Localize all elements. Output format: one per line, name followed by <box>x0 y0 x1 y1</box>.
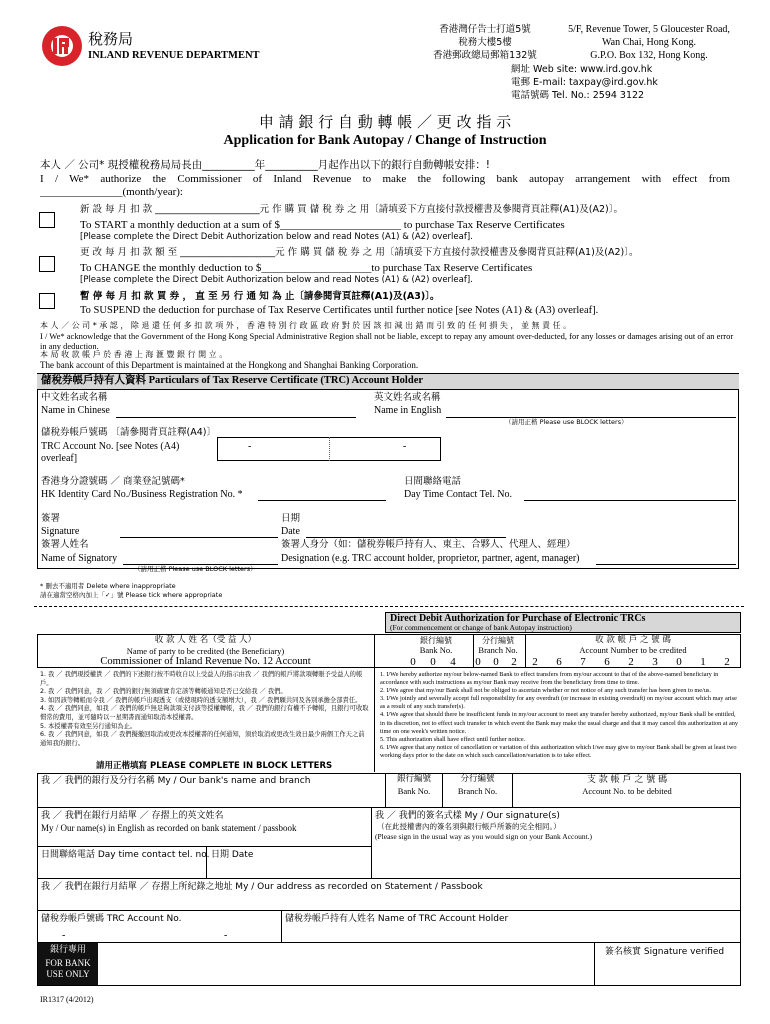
sigs-note-en: (Please sign in the usual way as you would sign on your Bank Account.) <box>375 832 593 841</box>
trc-label-en: TRC Account No. [see Notes (A4) overleaf] <box>41 441 180 464</box>
address-en: 5/F, Revenue Tower, 5 Gloucester Road, Wan Chai, Hong Kong. G.P.O. Box 132, Hong Kong. <box>568 24 730 61</box>
title-cn: 申 請 銀 行 自 動 轉 帳 ／ 更 改 指 示 <box>258 113 512 131</box>
acct-en: Account Number to be credited <box>579 645 687 655</box>
name-block-note: （請用正楷 Please use BLOCK letters） <box>505 418 628 426</box>
start-cn: 新 設 每 月 扣 款 ______________________元 作 購 買 儲 稅 券 之 用〔請填妥下方直接付款授權書及參閱背頁註釋(A1)及(A2)〕。 <box>80 204 623 215</box>
acct-digit: 2 <box>628 656 634 668</box>
ird-logo <box>40 24 84 68</box>
bank-digit: 4 <box>450 656 456 668</box>
debit-bank-cn: 銀行編號 <box>396 774 431 784</box>
beneficiary-label-cn: 收 款 人 姓 名（受 益 人） <box>154 635 257 645</box>
debit-branch-en: Branch No. <box>457 786 498 796</box>
start-note: [Please complete the Direct Debit Authorization below and read Notes (A1) & (A2) overleaf]. <box>80 232 473 242</box>
signature-verified: 簽名核實 Signature verified <box>605 947 725 957</box>
acct-digit: 2 <box>532 656 538 668</box>
term-en: 2. I/We agree that my/our Bank shall not be obliged to ascertain whether or not notice of any such transfer has been given to me/us. <box>380 687 712 695</box>
term-cn: 6. 我 ／ 我們同意，如我 ／ 我們擬撤回取消或更改本授權書的任何通知，須於取消或更改生效日最少兩個工作天之前通知我的銀行。 <box>40 731 365 747</box>
website[interactable]: 網址 Web site: www.ird.gov.hk <box>511 64 653 75</box>
branch-digit: 0 <box>493 656 499 668</box>
change-cn: 更 改 每 月 扣 款 額 至 ____________________元 作 購 買 儲 稅 券 之 用〔請填妥下方直接付款授權書及參閱背頁註釋(A1)及(A2)〕。 <box>80 247 639 258</box>
acct-digits <box>528 656 740 668</box>
title-en: Application for Bank Autopay / Change of Instruction <box>223 133 547 148</box>
branch-no-cn: 分行編號 <box>482 636 514 645</box>
date-label: 日期 Date <box>211 850 254 860</box>
branch-digit: 2 <box>511 656 517 668</box>
name-en-label: 英文姓名或名稱 <box>374 392 441 403</box>
term-en: 6. I/We agree that any notice of cancellation or variation of this authorization which I/we may give to my/our Bank shall be given at least two working days prior to the date on which such cancellation/variation is to take effect. <box>380 743 737 759</box>
form-code: IR1317 (4/2012) <box>40 995 94 1004</box>
suspend-en: To SUSPEND the deduction for purchase of Tax Reserve Certificates until further notice [see Notes (A1) & (A3) overleaf]. <box>80 305 599 316</box>
bank-use-en-2: USE ONLY <box>46 969 90 979</box>
address-cn: 香港灣仔告士打道5號 稅務大樓5樓 香港郵政總局郵箱132號 <box>433 24 537 61</box>
acct-digit: 6 <box>556 656 562 668</box>
signatory-block-note: （請用正楷 Please use BLOCK letters） <box>134 565 257 573</box>
acct-digit: 7 <box>580 656 586 668</box>
change-en: To CHANGE the monthly deduction to $____________________to purchase Tax Reserve Certificates <box>80 262 533 274</box>
tel-label-en: Day Time Contact Tel. No. <box>404 489 513 500</box>
branch-digits <box>471 656 525 668</box>
term-en: 5. This authorization shall have effect until further notice. <box>380 735 526 743</box>
name-cn-label-en: Name in Chinese <box>41 405 110 416</box>
tel-label-cn: 日間聯絡電話 <box>404 476 462 487</box>
date-cn: 日期 <box>281 513 301 524</box>
ack-en-2: The bank account of this Department is maintained at the Hongkong and Shanghai Banking Corporation. <box>40 360 419 370</box>
debit-acct-en: Account No. to be debited <box>582 786 672 796</box>
trc-dash-a: - <box>62 930 66 941</box>
tel-field[interactable] <box>524 500 736 501</box>
trc-dash-2: - <box>403 441 407 452</box>
block-letters-note: 請用正楷填寫 PLEASE COMPLETE IN BLOCK LETTERS <box>96 761 333 771</box>
hkid-label-en: HK Identity Card No./Business Registration No. * <box>41 489 243 500</box>
names-en: My / Our name(s) in English as recorded on bank statement / passbook <box>41 823 297 833</box>
trc-label-cn: 儲稅券帳戶號碼 〔請參閱背頁註釋(A4)〕 <box>41 427 216 438</box>
term-cn: 1. 我 ／ 我們現授權貴 ／ 我們的下述銀行按不時收自以上受益人的指示由我 ／ 我們的帳戶將款項轉賬予受益人的帳戶。 <box>40 671 363 687</box>
bank-no-cn: 銀行編號 <box>420 636 452 645</box>
acct-digit: 6 <box>604 656 610 668</box>
bank-use-en-1: FOR BANK <box>45 958 91 968</box>
trc-holder-label: 儲稅券帳戶持有人姓名 Name of TRC Account Holder <box>285 914 509 924</box>
name-cn-label: 中文姓名或名稱 <box>41 392 108 403</box>
trc-no-label: 儲稅券帳戶號碼 TRC Account No. <box>41 914 182 924</box>
term-cn: 4. 我 ／ 我們同意，如我 ／ 我們的帳戶無足夠款項支付該等授權轉帳，我 ／ 我們的銀行有權不予轉帳，且銀行可收取慣常的費用，並可隨時以一星期書面通知取消本授權書。 <box>40 705 369 721</box>
designation-en: Designation (e.g. TRC account holder, proprietor, partner, agent, manager) <box>281 553 580 564</box>
acct-digit: 0 <box>676 656 682 668</box>
start-checkbox[interactable] <box>39 212 55 228</box>
designation-field[interactable] <box>596 564 736 565</box>
debit-branch-cn: 分行編號 <box>460 774 495 784</box>
suspend-checkbox[interactable] <box>39 293 55 309</box>
change-checkbox[interactable] <box>39 256 55 272</box>
intro-en: I / We* authorize the Commissioner of Inland Revenue to make the following bank autopay arrangement with effect from <box>40 173 730 185</box>
intro-en-2: _______________(month/year): <box>40 186 183 198</box>
daytel-label: 日間聯絡電話 Day time contact tel. no. <box>41 850 210 860</box>
start-en: To START a monthly deduction at a sum of $______________________ to purchase Tax Reserve Certificates <box>80 219 565 231</box>
beneficiary-label-en: Name of party to be credited (the Beneficiary) <box>126 646 285 656</box>
date-en: Date <box>281 526 300 537</box>
signatory-cn: 簽署人姓名 <box>41 539 89 550</box>
footnote-delete: * 刪去不適用者 Delete where inappropriate <box>40 582 176 590</box>
trc-cell-sep <box>329 437 330 461</box>
ack-cn: 本 人 ／ 公 司 * 承 認 ， 除 退 還 任 何 多 扣 款 項 外 ， 香 港 特 別 行 政 區 政 府 對 於 因 該 扣 減 出 錯 而 引 致 的 任 何 損 失 ， 並 無 責 任 。 <box>40 321 572 330</box>
names-cn: 我 ／ 我們在銀行月結單 ／ 存摺上的英文姓名 <box>41 811 224 821</box>
acct-digit: 2 <box>724 656 730 668</box>
ack-en: I / We* acknowledge that the Government of the Hong Kong Special Administrative Region shall not be liable, except to repay any amount over-deducted, for any losses or damages arising out of an error in any deduction. <box>40 331 734 351</box>
ack-cn-2: 本 局 收 款 帳 戶 於 香 港 上 海 滙 豐 銀 行 開 立 。 <box>40 350 228 359</box>
trc-dash-1: - <box>248 441 252 452</box>
signature-field[interactable] <box>120 537 278 538</box>
dda-title: Direct Debit Authorization for Purchase of Electronic TRCs <box>390 613 646 624</box>
term-cn: 2. 我 ／ 我們同意，我 ／ 我們的銀行無須確實肯定該等轉帳通知是否已交給我 ／ 我們。 <box>40 688 287 696</box>
suspend-cn: 暫 停 每 月 扣 款 買 券 ， 直 至 另 行 通 知 為 止〔請參閱背頁註釋(A1)及(A3)〕。 <box>80 291 440 302</box>
telephone: 電話號碼 Tel. No.: 2594 3122 <box>511 90 645 101</box>
branch-digit: 0 <box>475 656 481 668</box>
bank-no-en: Bank No. <box>419 645 453 655</box>
dda-subtitle: (For commencement or change of bank Autopay instruction) <box>390 623 572 632</box>
date-field[interactable] <box>306 537 506 538</box>
term-en: 3. I/We jointly and severally accept full responsibility for any overdraft (or increase in existing overdraft) on my/our account which may arise as a result of any such transfer(s). <box>380 695 737 711</box>
term-en: 1. I/We hereby authorize my/our below-named Bank to effect transfers from my/our account to that of the above-named beneficiary in accordance with such instructions as my/our Bank may receive from the beneficiary from time to time. <box>380 671 719 687</box>
contact-info <box>511 63 658 102</box>
acct-digit: 1 <box>700 656 706 668</box>
dept-name-en: INLAND REVENUE DEPARTMENT <box>88 50 260 61</box>
branch-no-en: Branch No. <box>478 645 518 655</box>
debit-bank-en: Bank No. <box>397 786 431 796</box>
hkid-label-cn: 香港身分證號碼 ／ 商業登記號碼* <box>41 476 185 487</box>
perforation-line <box>34 606 744 607</box>
footnote-tick: 請在適當空格內加上「✓」號 Please tick where appropriate <box>40 591 223 599</box>
bank-digit: 0 <box>430 656 436 668</box>
term-cn: 3. 如因該等轉帳而令我 ／ 我們的帳戶出現透支（或使現時的透支額增大），我 ／ 我們願共同及各別承擔全部責任。 <box>40 696 362 704</box>
sigs-label: 我 ／ 我們的簽名式樣 My / Our signature(s) <box>375 811 560 821</box>
terms-en <box>380 671 740 760</box>
acct-cn: 收 款 帳 戶 之 號 碼 <box>595 635 671 645</box>
terms-cn <box>40 671 370 748</box>
email[interactable]: 電郵 E-mail: taxpay@ird.gov.hk <box>511 77 658 88</box>
ird-logo-icon <box>40 24 84 68</box>
particulars-header: 儲稅券帳戶持有人資料 Particulars of Tax Reserve Certificate (TRC) Account Holder <box>41 375 424 386</box>
address-label: 我 ／ 我們在銀行月結單 ／ 存摺上所紀錄之地址 My / Our address as recorded on Statement / Passbook <box>41 882 483 892</box>
dept-name-cn: 稅務局 <box>88 30 134 48</box>
sig-en: Signature <box>41 526 80 537</box>
bank-use-cn: 銀行專用 <box>49 945 86 955</box>
name-en-label-en: Name in English <box>374 405 442 416</box>
sigs-note-cn: （在此授權書內的簽名須與銀行帳戶所簽的完全相同。） <box>377 822 561 831</box>
name-cn-field[interactable] <box>116 417 356 418</box>
acct-digit: 3 <box>652 656 658 668</box>
sig-cn: 簽署 <box>41 513 61 524</box>
bank-digit: 0 <box>410 656 416 668</box>
trc-dash-b: - <box>224 930 228 941</box>
intro-cn: 本人 ／ 公司* 現授權稅務局局長由__________年__________月起作出以下的銀行自動轉帳安排：! <box>40 159 490 171</box>
term-cn: 5. 本授權書有效至另行通知為止。 <box>40 722 137 730</box>
designation-cn: 簽署人身分（如：儲稅券帳戶持有人、東主、合夥人、代理人、經理） <box>281 539 576 550</box>
debit-acct-cn: 支 款 帳 戶 之 號 碼 <box>586 775 668 785</box>
signatory-en: Name of Signatory <box>41 553 118 564</box>
bank-digits <box>406 656 470 668</box>
my-bank-label: 我 ／ 我們的銀行及分行名稱 My / Our bank's name and branch <box>41 776 311 786</box>
term-en: 4. I/We agree that should there be insufficient funds in my/our account to meet any transfer hereby authorized, my/our Bank shall be entitled, in its discretion, not to effect such transfer in which event the Bank may make the usual charge and that it may cancel this authorization at any time on one week's written notice. <box>380 711 739 735</box>
hkid-field[interactable] <box>258 500 386 501</box>
change-note: [Please complete the Direct Debit Authorization below and read Notes (A1) & (A2) overleaf]. <box>80 275 473 285</box>
beneficiary-name: Commissioner of Inland Revenue No. 12 Account <box>100 656 311 667</box>
